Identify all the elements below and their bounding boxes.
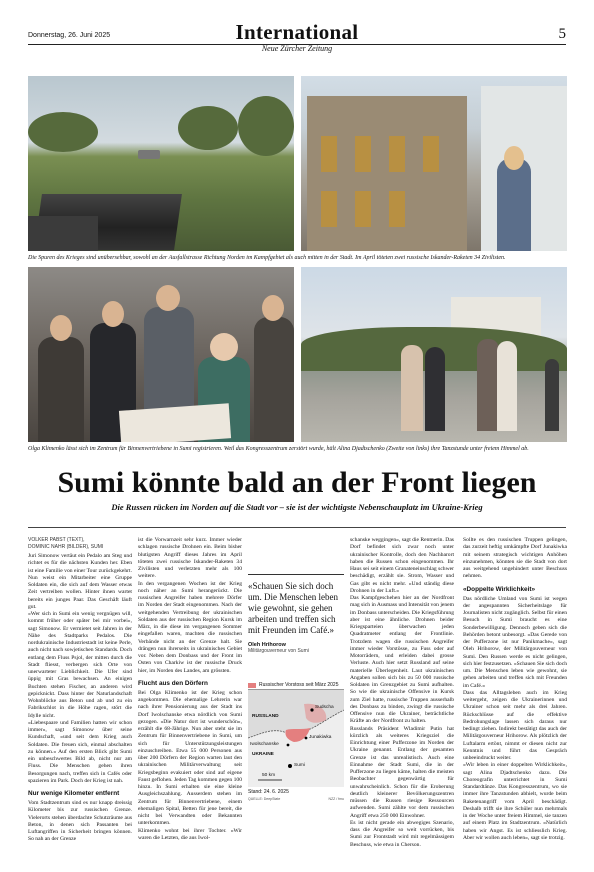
paragraph: Sollte es den russischen Truppen gelingen, das zurzeit heftig umkämpfte Dorf Junakiwka mit seinem strategisch wichtigen Anhöhen einzunehmen, könnten sie die Stadt von dort aus weitgehend ungehindert unter Beschuss nehmen. bbox=[463, 537, 567, 580]
label-iwolschanske: Iwolschanske bbox=[250, 742, 279, 747]
map-footer bbox=[248, 797, 344, 801]
paragraph: «Wer sich in Sumi ein wenig vergnügen will, kommt früher oder später bei mir vorbei», sagt Simonow. Er vermietet seit Jahren in der Nähe des Stadtparks Pedalos. Die nordukrainische Industriestadt ist keine Perle, auch nicht nach sowjetischen Standards. Doch entlang dem Fluss Psjol, der mitten durch die Stadt fliesst, verbergen sich Orte von unerwarteter Lieblichkeit. Die Ufer sind üppig mit Gras bewachsen. An einigen Buchten stehen Fischer, an anderen wird gepicknickt. Dass hinter der Naturlandschaft Wohnblöcke aus Beton und ab und zu ein Fabrikschlot in die Höhe ragen, stört die Idylle nicht. bbox=[28, 611, 132, 719]
label-ukraine: UKRAINE bbox=[252, 752, 274, 757]
map-legend bbox=[248, 681, 344, 689]
sudscha-marker bbox=[310, 708, 313, 711]
newspaper-name: Neue Zürcher Zeitung bbox=[261, 44, 333, 53]
label-russia: RUSSLAND bbox=[252, 714, 279, 719]
paragraph: Russlands Präsident Wladimir Putin hat kürzlich als weiteres Kriegsziel die Einrichtung einer Pufferzone im Norden der Ukraine genannt. Entlang der gesamten Grenze ist das unrealistisch. Auch eine Einnahme der Stadt Sumi, die in der Pufferzone zu liegen käme, halten die meisten Beobachter gegenwärtig für unwahrscheinlich. Schon für die Eroberung deutlich kleinerer Bevölkerungszentren müssen die Russen riesige Ressourcen aufwenden. Sumi zählte vor dem russischen Angriff etwa 250 000 Einwohner. bbox=[350, 725, 454, 819]
article-column-3 bbox=[350, 537, 454, 853]
paragraph: Vom Stadtzentrum sind es nur knapp dreissig Kilometer bis zur russischen Grenze. Vielerorts stehen überdachte Schutzräume aus Beton, in denen sich Passanten bei Luftangriffen in Sicherheit bringen können. So nah an der Grenze bbox=[28, 800, 132, 843]
photo-damaged-building bbox=[301, 76, 567, 251]
frontline-map bbox=[248, 681, 344, 807]
quote-author: Oleh Hrihorow bbox=[248, 642, 286, 648]
map-stand-date: Stand: 24. 6. 2025 bbox=[248, 789, 289, 795]
paragraph: Bei Olga Klimenko ist der Krieg schon angekommen. Die ehemalige Lehrerin war nach ihrer Pensionierung aus der Stadt ins Dorf Iwolschanske etwa nördlich von Sumi gezogen. «Die Natur dort ist wunderschön», erzählt die 68-Jährige. Nun aber steht sie im Zentrum für Binnenvertriebene in Sumi, um sich für Unterstützungsleistungen einzuschreiben. Etwa 55 000 Personen aus über 200 Dörfern der Region warten laut den ukrainischen Militärverwaltung seit Kriegsbeginn evakuiert oder sind auf eigene Faust geflohen. Jeden Tag kommen gegen 100 hinzu. In Sumi erhalten sie eine kleine Ausgleichszahlung. Ausserdem stehen im Zentrum für Binnenvertriebene, einem ehemaligen Spital, Betten für jene bereit, die nicht bei Verwandten oder Bekannten unterkommen. bbox=[138, 689, 242, 827]
photo-caption-2: Olga Klimenko lässt sich im Zentrum für Binnenvertriebene in Sumi registrieren. Weil das Kongresszentrum zerstört wurde, hält Alina Djadtschenko (Zweite von links) ihre Tanzstunde unter freiem Himmel ab. bbox=[28, 446, 529, 452]
junakiwka-marker bbox=[305, 737, 308, 740]
section-title: International bbox=[235, 20, 359, 44]
page-number: 5 bbox=[558, 26, 566, 42]
subheading: Flucht aus den Dörfern bbox=[138, 679, 208, 687]
byline-text: VOLKER PABST (TEXT), bbox=[28, 537, 85, 543]
label-scale: 50 km bbox=[262, 773, 276, 778]
map-credit: NZZ / fmu bbox=[328, 797, 344, 801]
advance-zone bbox=[285, 728, 310, 742]
byline bbox=[28, 537, 103, 551]
article-column-4 bbox=[463, 537, 567, 853]
subheading: «Doppelte Wirklichkeit» bbox=[463, 585, 536, 593]
map-canvas bbox=[248, 689, 344, 787]
label-sudscha: Sudscha bbox=[315, 705, 334, 710]
header-rule bbox=[28, 44, 566, 45]
quote-text: «Schauen Sie sich doch um. Die Menschen leben wie gewohnt, sie gehen arbeiten und treffen sich mit Freunden im Café.» bbox=[248, 581, 338, 635]
paragraph: schanske weggingen», sagt die Rentnerin. Das Dorf befindet sich zwar noch unter ukrainischer Kontrolle, doch den Nachbarort haben die Russen schon eingenommen. Ihr Haus sei seit einem Granateneinschlag schwer beschädigt, erzählt sie. Strom, Wasser und Gas gibt es nicht mehr. «Und ständig diese Drohnen in der Luft.» bbox=[350, 537, 454, 594]
iwolschanske-marker bbox=[287, 744, 290, 747]
paragraph: Klimenko wohnt bei ihrer Tochter. «Wir waren die Letzten, die aus Iwol- bbox=[138, 827, 242, 841]
article-column-1 bbox=[28, 553, 132, 853]
page-header bbox=[28, 20, 566, 60]
article-subhead: Die Russen rücken im Norden auf die Stadt vor – sie ist der wichtigste Nebenschauplatz im Ukraine-Krieg bbox=[111, 502, 483, 512]
issue-date: Donnerstag, 26. Juni 2025 bbox=[28, 32, 111, 39]
label-junakiwka: Junakiwka bbox=[309, 735, 332, 740]
quote-author-role: Militärgouverneur von Sumi bbox=[248, 648, 309, 654]
paragraph: Es ist nicht gerade ein abwegiges Szenario, dass die Angreifer so weit vorrücken, bis Sumi zur Frontstadt wird mit regelmässigem Beschuss, wie etwa in Cherson. bbox=[350, 819, 454, 848]
sumi-marker bbox=[288, 764, 292, 768]
article-headline: Sumi könnte bald an der Front liegen bbox=[57, 466, 537, 499]
legend-swatch bbox=[248, 683, 256, 688]
paragraph: Das Kampfgeschehen hier an der Nordfront mag sich in Ausmass und Intensität von jenem im Donbass unterscheiden. Die Kriegsführung aber ist eine ähnliche. Drohnen beider Kriegsparteien überwachen jeden Quadratmeter entlang der Frontlinie. Trotzdem wagen die russischen Angreifer immer wieder Vorstösse, zu Fuss oder auf Motorrädern, und erleiden dabei grosse Verluste. Auch hier setzt Russland auf seine materielle Überlegenheit. Laut ukrainischen Angaben sollen sich bis zu 50 000 russische Soldaten im Grenzgebiet zu Sumi aufhalten. So wie die ukrainische Offensive in Kursk zum Ziel hatte, russische Truppen ausserhalb des Donbass zu binden, zwingt die russische Offensive nun die Ukrainer, beträchtliche Kräfte an der Nordfront zu halten. bbox=[350, 595, 454, 725]
map-source: QUELLE: DeepState bbox=[248, 797, 281, 801]
photo-caption-1: Die Spuren des Krieges sind unübersehbar, sowohl an der Ausfallstrasse Richtung Norden im Kampfgebiet als auch mitten in der Stadt. Im April töteten zwei russische Iskander-Raketen 34 Zivilisten. bbox=[28, 255, 506, 261]
paragraph: Das nördliche Umland von Sumi ist wegen der angespannten Sicherheitslage für Journalisten nicht zugänglich. Selbst für einen Besuch in Sumi braucht es eine Sonderbewilligung. Dennoch geben sich die Behörden betont unbesorgt. «Das Gerede von der Pufferzone ist nur Panikmache», sagt Oleh Hrihorow, der Militärgouverneur von Sumi. Den Russen werde es nicht gelingen, sich hier festzusetzen. «Schauen Sie sich doch um. Die Menschen leben wie gewohnt, sie gehen arbeiten und treffen sich mit Freunden im Café.» bbox=[463, 595, 567, 689]
photo-dance-lesson bbox=[301, 267, 567, 442]
paragraph: In den vergangenen Wochen ist der Krieg noch näher an Sumi herangerückt. Die russischen Angreifer haben mehrere Dörfer im Norden der Stadt eingenommen. Nach der weitgehenden Vertreibung der ukrainischen Soldaten aus der russischen Region Kursk im März, in die diese im vergangenen Sommer eingefallen waren, machten die russischen Verbände nicht an der Grenze halt. Sie drängen nun ihrerseits in ukrainisches Gebiet vor. Neben dem Donbass und der Front im Osten von Charkiw ist der russische Druck hier, im Norden des Landes, am grössten. bbox=[138, 580, 242, 674]
legend-label: Russischer Vorstoss seit März 2025 bbox=[259, 682, 339, 688]
article-column-2 bbox=[138, 537, 242, 853]
paragraph: ist die Vorwarnzeit sehr kurz. Immer wieder schlagen russische Drohnen ein. Beim bisher blutigsten Angriff dieses Jahres im April töteten zwei russische Iskander-Raketen 34 Zivilisten und verletzten mehr als 100 weitere. bbox=[138, 537, 242, 580]
paragraph: «Wir leben in einer doppelten Wirklichkeit», sagt Alina Djadtschenko dazu. Die Choreografin unterrichtet in Sumi Standardtänze. Das Kongresszentrum, wo sie immer ihre Tanzstunden abhielt, wurde beim Raketenangriff vom April beschädigt. Deshalb trifft sie ihre Schüler nun mehrmals in der Woche unter freiem Himmel, sie tanzen auf einem Platz im Stadtzentrum. «Natürlich haben wir Angst. Es ist schliesslich Krieg. Aber wir wollen auch leben», sagt sie trotzig. bbox=[463, 762, 567, 841]
paragraph: «Liebespaare und Familien hatten wir schon immer», sagt Simonow über seine Kundschaft, «und seit dem Krieg auch Soldaten. Die freuen sich, einmal abschalten zu können.» Auf den ersten Blick gibt Sumi ein unbeschwertes Bild ab, nicht nur am Fluss. Die Menschen gehen ihren Besorgungen nach, treffen sich in Cafés oder spazieren im Park. Doch der Krieg ist nah. bbox=[28, 719, 132, 784]
label-sumi: Sumi bbox=[294, 763, 305, 768]
headline-rule bbox=[28, 527, 566, 528]
photo-registration-center bbox=[28, 267, 294, 442]
pull-quote bbox=[248, 574, 344, 674]
photo-war-ruins bbox=[28, 76, 294, 251]
paragraph: Juri Simonow vertäut ein Pedalo am Steg und richtet es für die nächsten Kunden her. Eben ist eine Familie von einer Tour zurückgekehrt. Nun weist ein Mitarbeiter eine Gruppe Soldaten ein, die sich auf dem Wasser etwas Zeit vertreiben wollen. Hinter ihnen wartet bereits ein junges Paar. Das Geschäft läuft gut. bbox=[28, 553, 132, 610]
subheading: Nur wenige Kilometer entfernt bbox=[28, 790, 120, 797]
byline-photos: DOMINIC NAHR (BILDER), SUMI bbox=[28, 544, 104, 550]
paragraph: Dass das Alltagsleben auch im Krieg weitergeht, zeigen die Ukrainerinnen und Ukrainer schon seit mehr als drei Jahren. Rückschlüsse auf die effektive Bedrohungslage lassen sich daraus nur bedingt ziehen. Indirekt bestätigt das auch der Militärgouverneur Hrihorow. Als plötzlich der Luftalarm ertönt, nimmt er diesen nicht zur Kenntnis und führt das Gespräch unbeeindruckt weiter. bbox=[463, 689, 567, 761]
